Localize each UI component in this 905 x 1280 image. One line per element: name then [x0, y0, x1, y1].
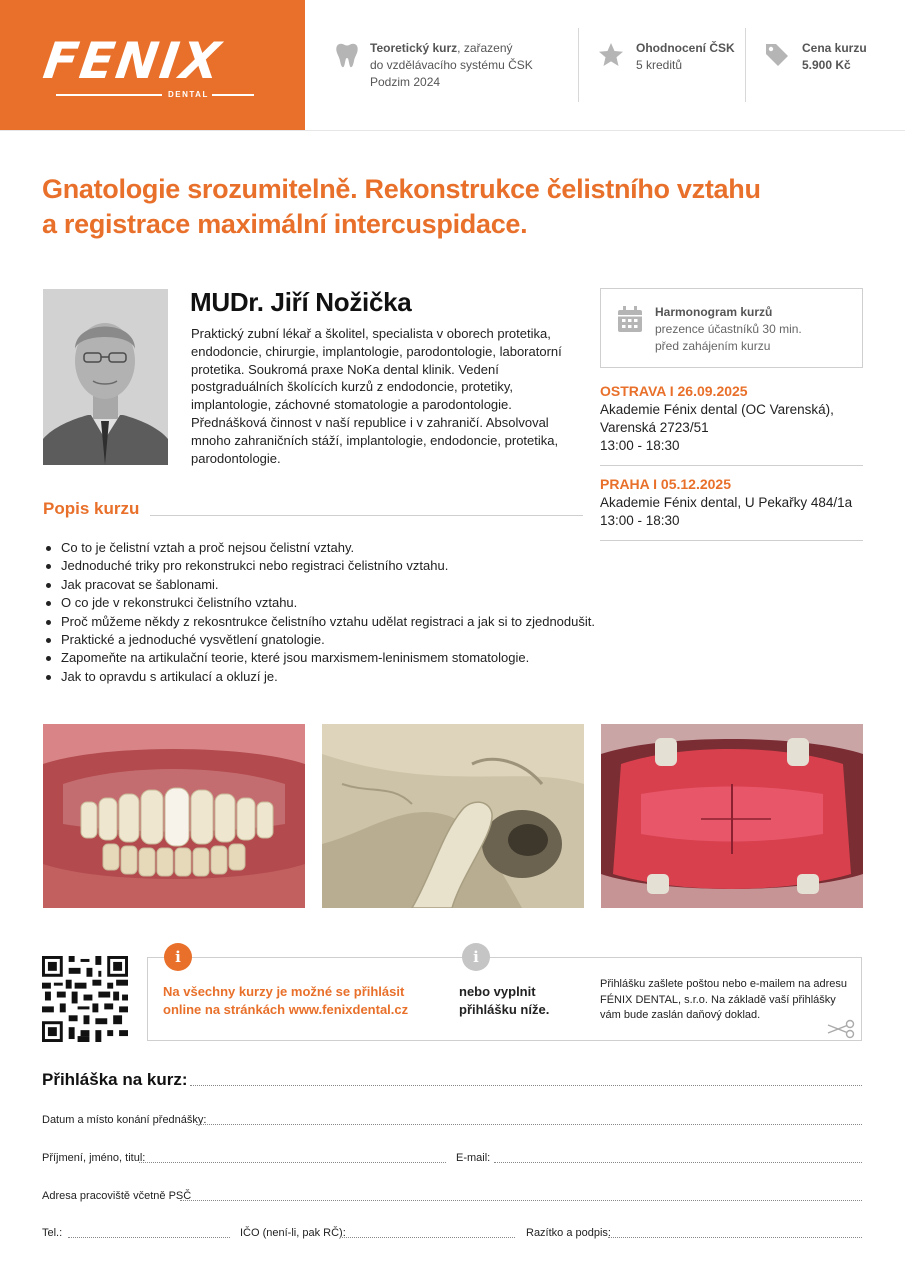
lecturer-portrait — [43, 289, 168, 465]
course-title — [42, 172, 822, 242]
info-form-line2: přihlášku níže. — [459, 1002, 550, 1017]
event-divider — [600, 540, 863, 541]
list-item: Jak pracovat se šablonami. — [43, 576, 603, 594]
ico-field[interactable] — [340, 1237, 515, 1238]
price-label: Cena kurzu — [802, 41, 867, 55]
info-form-text — [459, 983, 579, 1019]
list-item: Jednoduché triky pro rekonstrukci nebo registraci čelistního vztahu. — [43, 557, 603, 575]
info-icon: i — [462, 943, 490, 971]
info-icon: i — [164, 943, 192, 971]
event-praha-time: 13:00 - 18:30 — [600, 513, 680, 528]
course-type-rest: , zařazený — [457, 41, 513, 55]
rating-info — [636, 40, 746, 74]
date-place-field[interactable] — [196, 1124, 862, 1125]
form-date-place-label: Datum a místo konání přednášky: — [42, 1114, 207, 1126]
info-online-line2[interactable]: online na stránkách www.fenixdental.cz — [163, 1002, 409, 1017]
lecturer-photo — [43, 289, 168, 465]
event-ostrava-head: OSTRAVA I 26.09.2025 — [600, 383, 748, 399]
photo-skull-joint — [322, 724, 584, 908]
schedule-note — [655, 321, 802, 355]
event-praha-details — [600, 494, 870, 530]
form-email-label: E-mail: — [456, 1152, 491, 1164]
logo-subtitle: DENTAL — [168, 90, 209, 99]
star-icon — [598, 42, 624, 68]
course-title-line1: Gnatologie srozumitelně. Rekonstrukce čelistního vztahu — [42, 174, 761, 204]
name-field[interactable] — [139, 1162, 446, 1163]
lecturer-name: MUDr. Jiří Nožička — [190, 287, 412, 317]
form-phone-label: Tel.: — [42, 1227, 63, 1239]
form-signature-label: Razítko a podpis: — [526, 1227, 611, 1239]
form-title: Přihláška na kurz: — [42, 1070, 188, 1089]
course-type-line2: do vzdělávacího systému ČSK — [370, 58, 533, 72]
event-ostrava-line2: Varenská 2723/51 — [600, 420, 709, 435]
course-title-line2: a registrace maximální intercuspidace. — [42, 209, 528, 239]
schedule-note-line1: prezence účastníků 30 min. — [655, 322, 802, 336]
description-title: Popis kurzu — [43, 499, 140, 518]
price-tag-icon — [764, 42, 790, 68]
event-praha-line1: Akademie Fénix dental, U Pekařky 484/1a — [600, 495, 853, 510]
email-field[interactable] — [494, 1162, 862, 1163]
course-type-bold: Teoretický kurz — [370, 41, 458, 55]
event-ostrava-line1: Akademie Fénix dental (OC Varenská), — [600, 402, 834, 417]
info-form-line1: nebo vyplnit — [459, 984, 536, 999]
logo: FENIX — [39, 32, 226, 90]
header-border — [0, 130, 905, 131]
photo-teeth-smile — [43, 724, 305, 908]
info-online-text — [163, 983, 433, 1019]
event-praha-head: PRAHA I 05.12.2025 — [600, 476, 731, 492]
form-name-label: Příjmení, jméno, titul: — [42, 1152, 146, 1164]
description-list — [43, 539, 603, 686]
price-info — [802, 40, 892, 74]
form-address-label: Adresa pracoviště včetně PSČ — [42, 1190, 192, 1202]
schedule-title: Harmonogram kurzů — [655, 305, 773, 319]
course-type-line3: Podzim 2024 — [370, 75, 441, 89]
list-item: Jak to opravdu s artikulací a okluzí je. — [43, 668, 603, 686]
scissors-icon — [826, 1019, 856, 1039]
list-item: Proč můžeme někdy z rekosntrukce čelistního vztahu udělat registraci a jak si to zjednodušit. — [43, 613, 603, 631]
signature-field[interactable] — [608, 1237, 862, 1238]
tooth-icon — [334, 42, 360, 68]
address-field[interactable] — [180, 1200, 862, 1201]
course-type-info — [370, 40, 570, 91]
description-rule — [150, 515, 583, 516]
event-divider — [600, 465, 863, 466]
form-ico-label: IČO (není-li, pak RČ): — [240, 1227, 346, 1239]
logo-rule-left — [56, 94, 162, 96]
photo-registration-template — [601, 724, 863, 908]
price-value: 5.900 Kč — [802, 58, 851, 72]
qr-code[interactable] — [42, 956, 128, 1042]
list-item: Praktické a jednoduché vysvětlení gnatologie. — [43, 631, 603, 649]
header-divider — [745, 28, 746, 102]
event-ostrava-details — [600, 401, 865, 455]
logo-rule-right — [212, 94, 254, 96]
rating-value: 5 kreditů — [636, 58, 683, 72]
header-divider — [578, 28, 579, 102]
info-online-line1: Na všechny kurzy je možné se přihlásit — [163, 984, 405, 999]
info-post-text: Přihlášku zašlete poštou nebo e-mailem na adresu FÉNIX DENTAL, s.r.o. Na základě vaší přihlášky vám bude zaslán daňový doklad. — [600, 978, 848, 1021]
rating-label: Ohodnocení ČSK — [636, 41, 735, 55]
schedule-note-line2: před zahájením kurzu — [655, 339, 771, 353]
list-item: O co jde v rekonstrukci čelistního vztahu. — [43, 594, 603, 612]
calendar-icon — [617, 306, 643, 333]
event-ostrava-time: 13:00 - 18:30 — [600, 438, 680, 453]
phone-field[interactable] — [68, 1237, 230, 1238]
lecturer-bio: Praktický zubní lékař a školitel, specialista v oborech protetika, endodoncie, chirurgie, implantologie, parodontologie, laboratorní protetika. Soukromá praxe NoKa dental klinik. Vedení postgraduálních školících kurzů z endodoncie, protetiky, implantologie, záchovné stomatologie a parodontologie. Přednášková činnost v naší republice i v zahraničí. Absolvoval mnoho zahraničních stáží, implantologie, endodoncie, protetika, parodontologie. — [191, 326, 562, 466]
list-item: Zapomeňte na artikulační teorie, které jsou marxismem-leninismem stomatologie. — [43, 649, 603, 667]
form-title-field[interactable] — [190, 1085, 862, 1086]
list-item: Co to je čelistní vztah a proč nejsou čelistní vztahy. — [43, 539, 603, 557]
